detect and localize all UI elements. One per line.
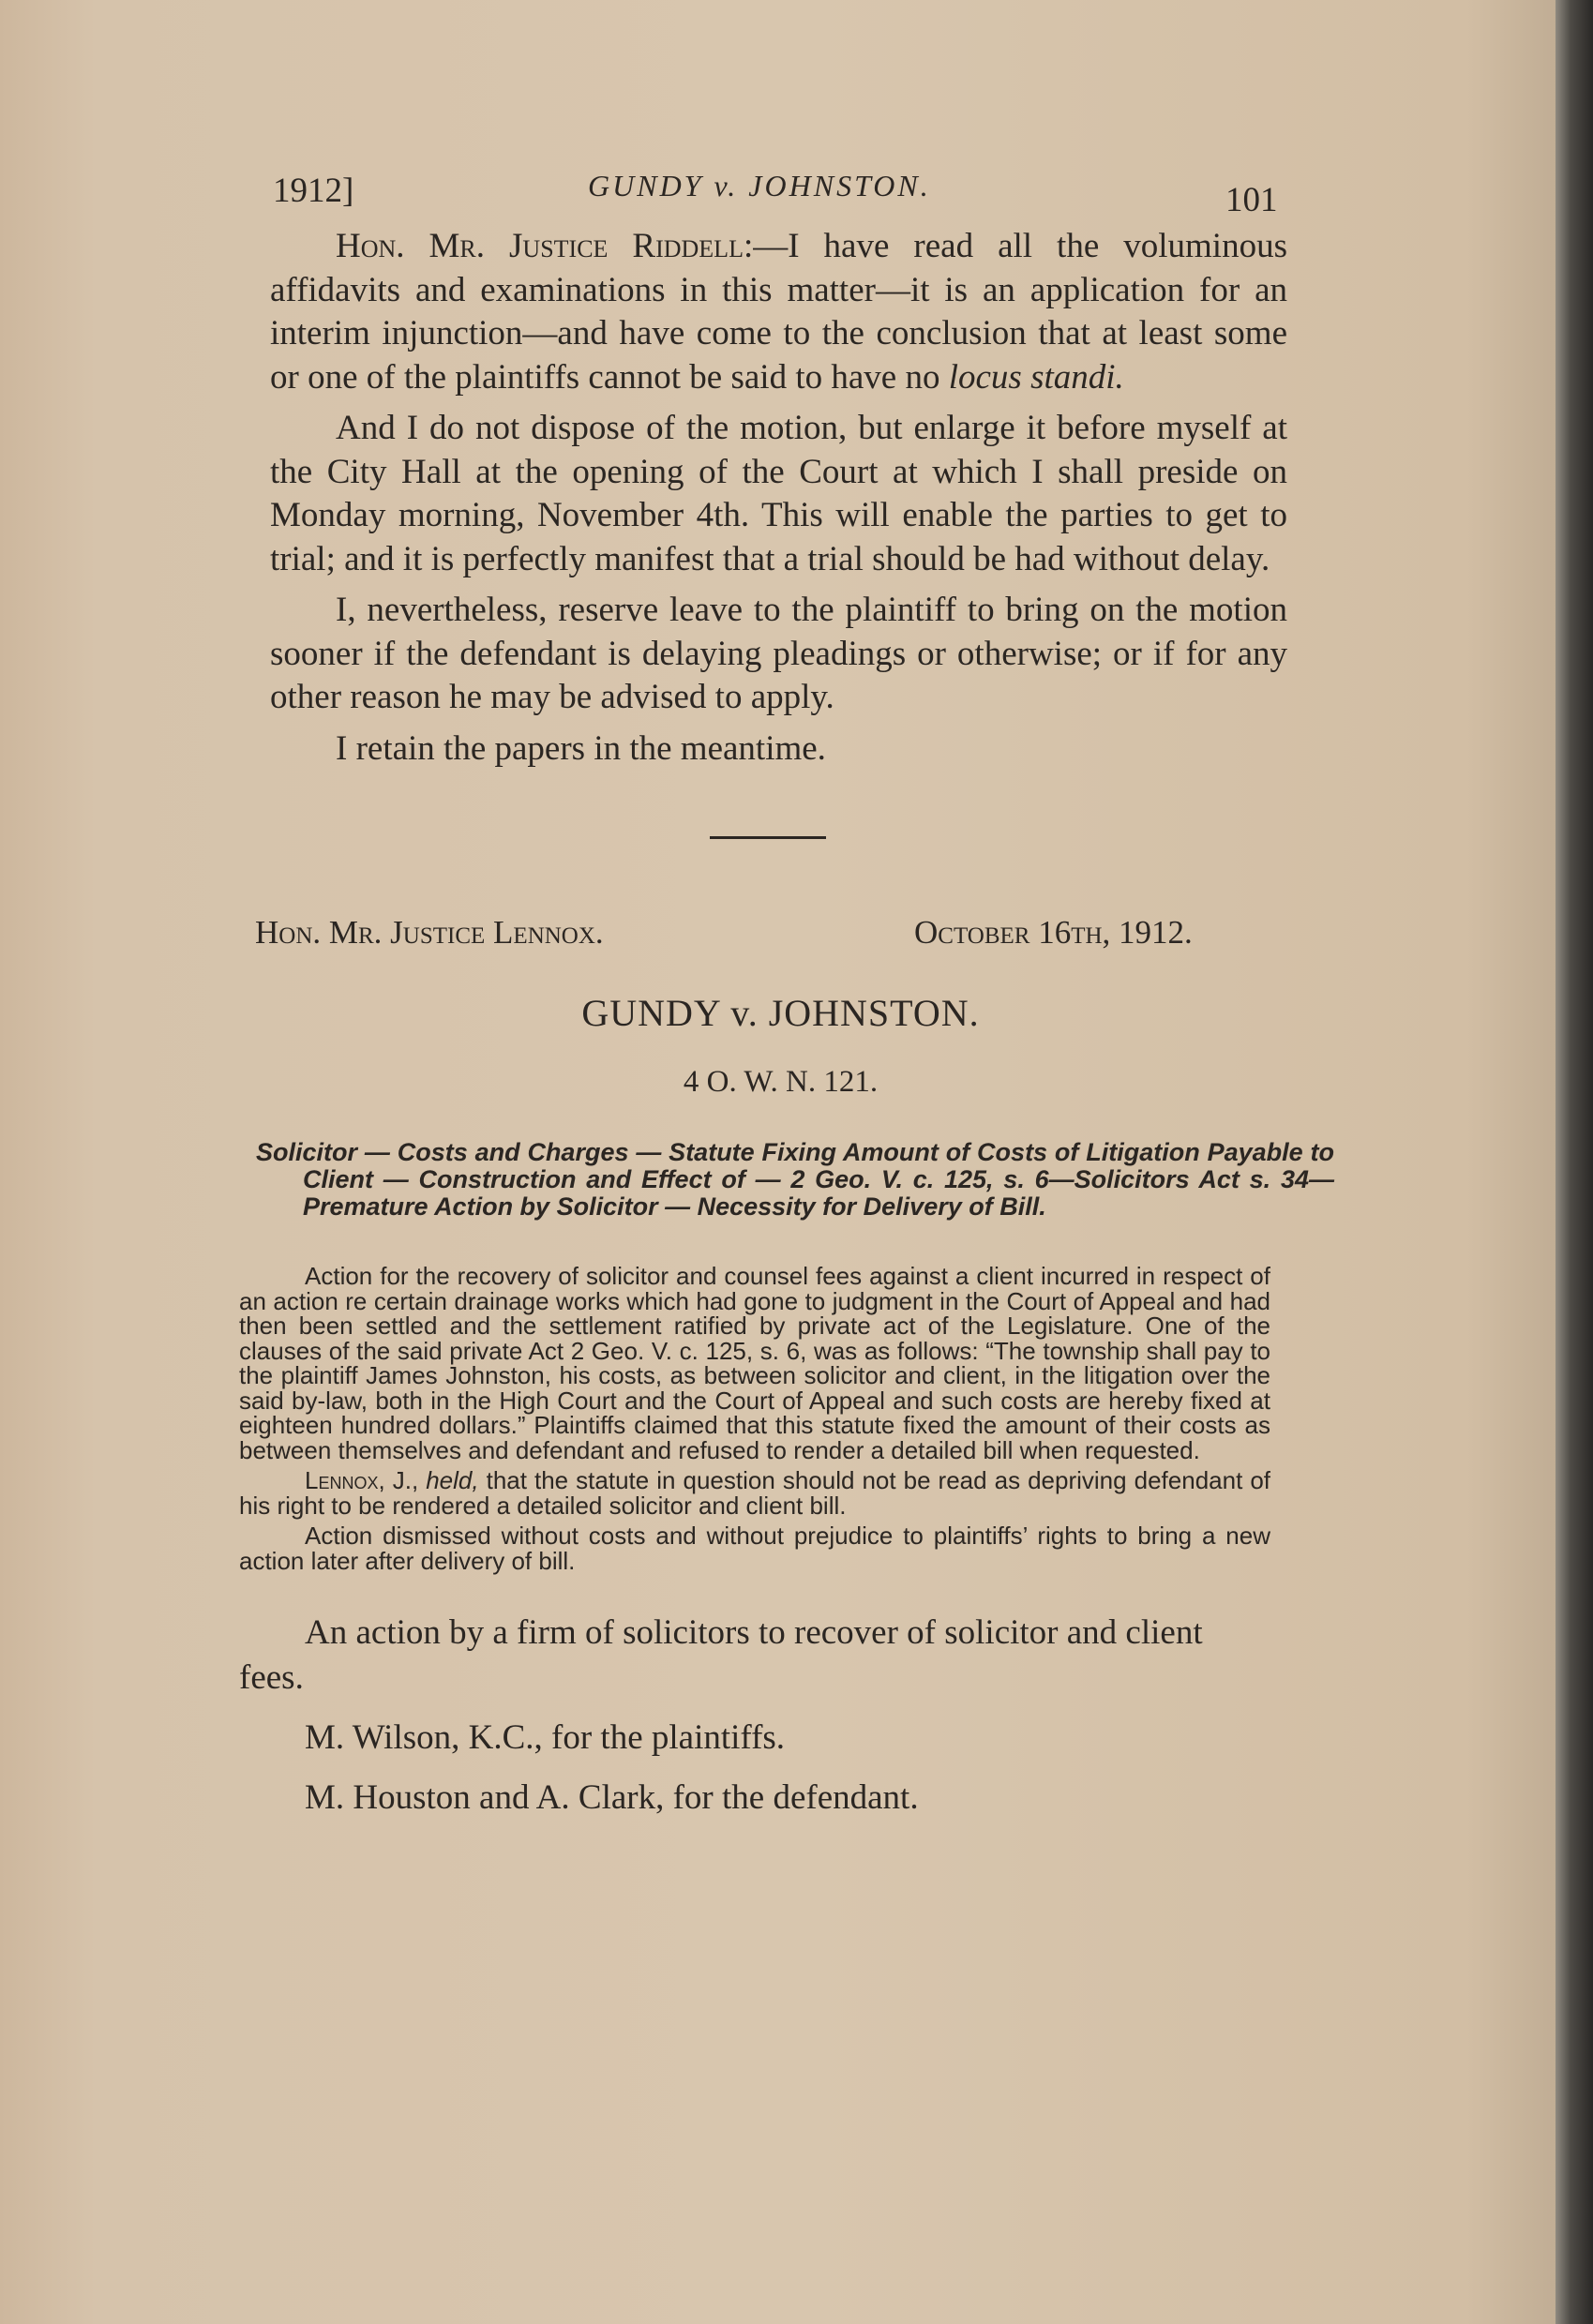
case-heading — [239, 914, 1289, 980]
section-divider — [710, 836, 826, 839]
case-intro — [239, 1611, 1256, 1821]
opinion-paragraph-3: I, nevertheless, reserve leave to the plaintiff to bring on the motion sooner if the defendant is delaying pleadings or otherwise; or if for any other reason he may be advised to apply. — [270, 591, 1287, 716]
page-content — [239, 159, 1334, 1836]
counsel-defendant: M. Houston and A. Clark, for the defendant. — [305, 1778, 919, 1817]
book-spine-edge — [1555, 0, 1593, 2324]
headnote-paragraph-1: Action for the recovery of solicitor and counsel fees against a client incurred in respect of an action re certain drainage works which had gone to judgment in the Court of Appeal and had then been settled and the settlement ratified by private act of the Legislature. One of the clauses of the said private Act 2 Geo. V. c. 125, s. 6, was as follows: “The township shall pay to the plaintiff James Johnston, his costs, as between solicitor and client, in the litigation over the said by-law, both in the High Court and the Court of Appeal and such costs are hereby fixed at eighteen hundred dollars.” Plaintiffs claimed that this statute fixed the amount of their costs as between themselves and defendant and refused to render a detailed bill when requested. — [239, 1262, 1270, 1464]
headnote — [239, 1264, 1270, 1573]
case-date: October 16th, 1912. — [914, 914, 1193, 951]
locus-standi-italic: locus standi. — [948, 357, 1124, 397]
case-judge: Hon. Mr. Justice Lennox. — [255, 914, 604, 951]
opinion-paragraph-1 — [270, 225, 1287, 399]
opinion-paragraph-1-text: :—I have read all the voluminous affidavits and examinations in this matter—it is an application for an interim injunction—and have come to the conclusion that at least some or one of the plaintiffs cannot be said to have no — [270, 227, 1287, 397]
headnote-paragraph-3: Action dismissed without costs and without prejudice to plaintiffs’ rights to bring a new action later after delivery of bill. — [239, 1522, 1270, 1575]
headnote-judge-name: Lennox, J., — [305, 1466, 419, 1494]
running-head-title: GUNDY v. JOHNSTON. — [588, 169, 931, 202]
counsel-plaintiffs: M. Wilson, K.C., for the plaintiffs. — [305, 1718, 786, 1757]
riddell-opinion — [239, 225, 1287, 771]
judge-name-riddell: Hon. Mr. Justice Riddell — [336, 227, 744, 265]
case-citation: 4 O. W. N. 121. — [683, 1065, 879, 1099]
opinion-paragraph-2: And I do not dispose of the motion, but enlarge it before myself at the City Hall at the opening of the Court at which I shall preside on Monday morning, November 4th. This will enable the parties to get to trial; and it is perfectly manifest that a trial should be had without delay. — [270, 409, 1287, 578]
headnote-paragraph-2 — [239, 1468, 1270, 1518]
case-title: GUNDY v. JOHNSTON. — [581, 992, 980, 1034]
running-head-year: 1912] — [273, 172, 354, 210]
headnote-held: held, — [426, 1466, 479, 1494]
intro-paragraph: An action by a firm of solicitors to recover of solicitor and client fees. — [239, 1613, 1203, 1697]
headnote-paragraph-2-text: that the statute in question should not be read as depriving defendant of his right to be rendered a detailed solicitor and client bill. — [239, 1466, 1270, 1520]
page-number: 101 — [1225, 181, 1278, 219]
running-head — [239, 159, 1289, 225]
opinion-paragraph-4: I retain the papers in the meantime. — [336, 728, 826, 768]
catchwords: Solicitor — Costs and Charges — Statute Fixing Amount of Costs of Litigation Payable to Client — Construction and Effect of — 2 Geo. V. c. 125, s. 6—Solicitors Act s. 34—Premature Action by Solicitor — Necessity for Delivery of Bill. — [256, 1138, 1334, 1221]
